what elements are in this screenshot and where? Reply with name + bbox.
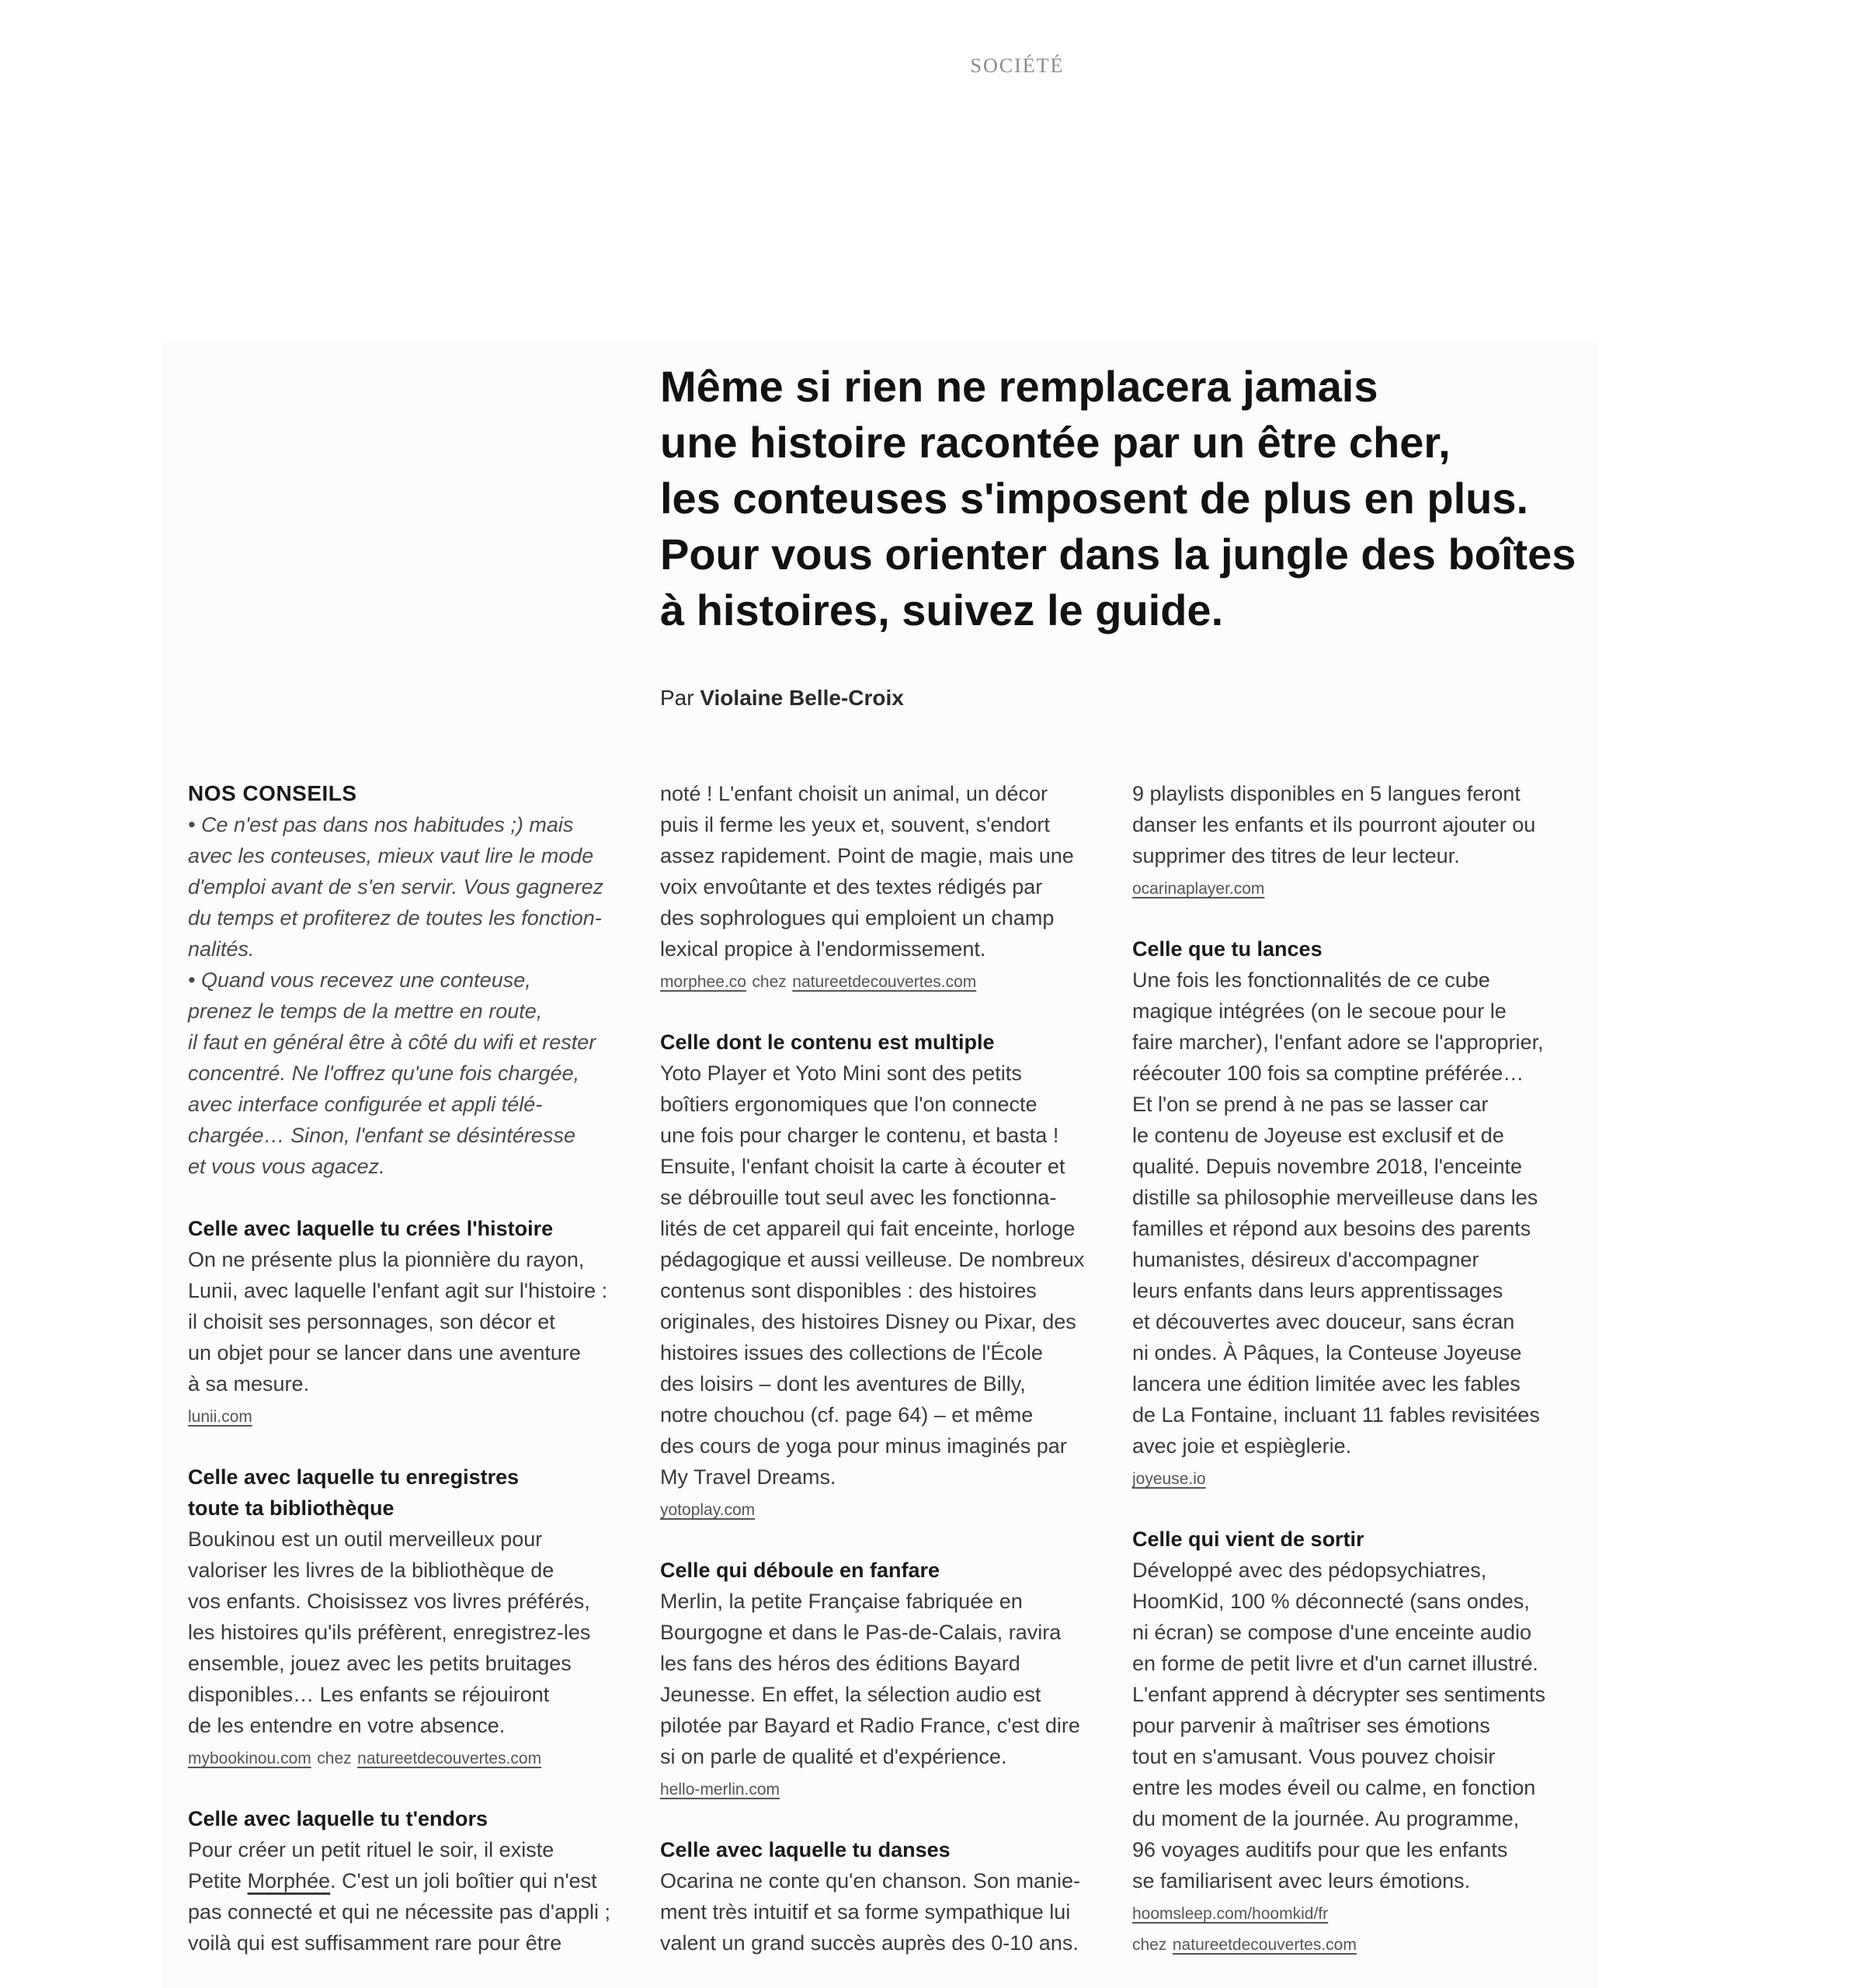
section-heading-lunii: Celle avec laquelle tu crées l'histoire [188, 1217, 554, 1240]
column-1 [188, 778, 623, 1958]
body-line: My Travel Dreams. [660, 1465, 836, 1489]
tips-line: du temps et profiterez de toutes les fonction- [188, 906, 602, 930]
body-line: ni ondes. À Pâques, la Conteuse Joyeuse [1132, 1341, 1522, 1364]
body-line: HoomKid, 100 % déconnecté (sans ondes, [1132, 1590, 1530, 1613]
body-line: Jeunesse. En effet, la sélection audio est [660, 1683, 1041, 1706]
body-line: les histoires qu'ils préfèrent, enregistrez-les [188, 1621, 591, 1644]
body-line: Pour créer un petit rituel le soir, il existe [188, 1838, 554, 1861]
body-line: voix envoûtante et des textes rédigés par [660, 875, 1043, 898]
body-line: 96 voyages auditifs pour que les enfants [1132, 1838, 1508, 1861]
byline-author: Violaine Belle-Croix [700, 686, 904, 710]
chez-label: chez [1132, 1936, 1167, 1954]
headline-line: Même si rien ne remplacera jamais [660, 362, 1378, 411]
body-line: Ocarina ne conte qu'en chanson. Son manie- [660, 1869, 1081, 1892]
section-heading-hoomkid: Celle qui vient de sortir [1132, 1527, 1364, 1551]
tips-line: nalités. [188, 937, 255, 961]
body-line: ment très intuitif et sa forme sympathique lui [660, 1900, 1071, 1924]
body-line: 9 playlists disponibles en 5 langues feront [1132, 782, 1521, 805]
tips-line: il faut en général être à côté du wifi et rester [188, 1030, 596, 1054]
body-line: réécouter 100 fois sa comptine préférée… [1132, 1062, 1524, 1085]
body-line: supprimer des titres de leur lecteur. [1132, 844, 1460, 867]
body-line: qualité. Depuis novembre 2018, l'enceinte [1132, 1155, 1522, 1178]
body-line: de les entendre en votre absence. [188, 1714, 506, 1737]
body-line: danser les enfants et ils pourront ajouter ou [1132, 813, 1536, 836]
tips-line: • Ce n'est pas dans nos habitudes ;) mais [188, 813, 574, 836]
headline-line: une histoire racontée par un être cher, [660, 418, 1451, 467]
body-line: des sophrologues qui emploient un champ [660, 906, 1055, 930]
morphee-mention: Morphée [247, 1869, 331, 1892]
body-line: si on parle de qualité et d'expérience. [660, 1745, 1007, 1768]
tips-line: avec les conteuses, mieux vaut lire le mode [188, 844, 594, 867]
headline-line: à histoires, suivez le guide. [660, 586, 1224, 634]
body-line: Et l'on se prend à ne pas se lasser car [1132, 1093, 1489, 1116]
body-line: pédagogique et aussi veilleuse. De nombreux [660, 1248, 1085, 1271]
body-line: du moment de la journée. Au programme, [1132, 1807, 1520, 1830]
body-line: ni écran) se compose d'une enceinte audio [1132, 1621, 1531, 1644]
body-line: On ne présente plus la pionnière du rayon, [188, 1248, 585, 1271]
tips-list [188, 809, 623, 1182]
body-line: lancera une édition limitée avec les fables [1132, 1372, 1521, 1395]
link-natureetdecouvertes[interactable]: natureetdecouvertes.com [1172, 1936, 1357, 1954]
byline [660, 686, 904, 711]
body-line: puis il ferme les yeux et, souvent, s'endort [660, 813, 1050, 836]
tips-line: d'emploi avant de s'en servir. Vous gagnerez [188, 875, 604, 898]
body-line: histoires issues des collections de l'École [660, 1341, 1043, 1364]
tips-line: concentré. Ne l'offrez qu'une fois chargée, [188, 1062, 580, 1085]
body-line: tout en s'amusant. Vous pouvez choisir [1132, 1745, 1496, 1768]
byline-prefix: Par [660, 686, 694, 710]
body-line [188, 1865, 623, 1896]
body-line: distille sa philosophie merveilleuse dans les [1132, 1186, 1538, 1209]
link-joyeuse[interactable]: joyeuse.io [1132, 1470, 1206, 1488]
section-heading-merlin: Celle qui déboule en fanfare [660, 1559, 940, 1582]
body-line: se familiarisent avec leurs émotions. [1132, 1869, 1471, 1892]
body-line: disponibles… Les enfants se réjouiront [188, 1683, 550, 1706]
body-text: Petite [188, 1869, 248, 1892]
link-hoomsleep[interactable]: hoomsleep.com/hoomkid/fr [1132, 1905, 1329, 1923]
body-line: se débrouille tout seul avec les fonctionna- [660, 1186, 1057, 1209]
tips-heading: NOS CONSEILS [188, 781, 357, 805]
tips-line: et vous vous agacez. [188, 1155, 385, 1178]
body-line: lexical propice à l'endormissement. [660, 937, 986, 961]
body-line: voilà qui est suffisamment rare pour être [188, 1931, 562, 1955]
body-line: pilotée par Bayard et Radio France, c'est dire [660, 1714, 1080, 1737]
body-line: à sa mesure. [188, 1372, 310, 1395]
column-3 [1132, 778, 1567, 1958]
body-line: contenus sont disponibles : des histoires [660, 1279, 1037, 1302]
chez-label: chez [752, 973, 787, 991]
section-heading-morphee: Celle avec laquelle tu t'endors [188, 1807, 488, 1830]
body-line: Lunii, avec laquelle l'enfant agit sur l'histoire : [188, 1279, 608, 1302]
body-line: lités de cet appareil qui fait enceinte, horloge [660, 1217, 1076, 1240]
chez-label: chez [317, 1750, 352, 1767]
body-line: entre les modes éveil ou calme, en fonction [1132, 1776, 1536, 1799]
body-line: familles et répond aux besoins des parents [1132, 1217, 1531, 1240]
body-line: Merlin, la petite Française fabriquée en [660, 1590, 1023, 1613]
body-line: magique intégrées (on le secoue pour le [1132, 999, 1507, 1023]
body-line: Bourgogne et dans le Pas-de-Calais, ravira [660, 1621, 1062, 1644]
body-line: L'enfant apprend à décrypter ses sentiments [1132, 1683, 1545, 1706]
tips-line: prenez le temps de la mettre en route, [188, 999, 543, 1023]
body-line: un objet pour se lancer dans une aventure [188, 1341, 581, 1364]
link-lunii[interactable]: lunii.com [188, 1408, 252, 1426]
body-line: pas connecté et qui ne nécessite pas d'appli ; [188, 1900, 611, 1924]
section-heading-yoto: Celle dont le contenu est multiple [660, 1030, 995, 1054]
link-morphee[interactable]: morphee.co [660, 973, 746, 991]
body-line: originales, des histoires Disney ou Pixar, des [660, 1310, 1076, 1333]
body-line: leurs enfants dans leurs apprentissages [1132, 1279, 1503, 1302]
body-line: Boukinou est un outil merveilleux pour [188, 1527, 543, 1551]
body-line: valent un grand succès auprès des 0-10 ans. [660, 1931, 1079, 1955]
body-line: humanistes, désireux d'accompagner [1132, 1248, 1479, 1271]
body-line: avec joie et espièglerie. [1132, 1434, 1352, 1458]
body-line: ensemble, jouez avec les petits bruitages [188, 1652, 572, 1675]
link-natureetdecouvertes[interactable]: natureetdecouvertes.com [357, 1750, 542, 1767]
body-line: Yoto Player et Yoto Mini sont des petits [660, 1062, 1022, 1085]
body-line: Développé avec des pédopsychiatres, [1132, 1559, 1487, 1582]
body-line: des cours de yoga pour minus imaginés par [660, 1434, 1067, 1458]
link-mybookinou[interactable]: mybookinou.com [188, 1750, 311, 1767]
body-line: valoriser les livres de la bibliothèque de [188, 1559, 554, 1582]
section-heading-bookinou: Celle avec laquelle tu enregistres [188, 1465, 520, 1489]
section-heading-joyeuse: Celle que tu lances [1132, 937, 1323, 961]
section-heading-bookinou-cont: toute ta bibliothèque [188, 1496, 395, 1520]
body-line: le contenu de Joyeuse est exclusif et de [1132, 1124, 1504, 1147]
link-yotoplay[interactable]: yotoplay.com [660, 1501, 756, 1519]
body-line: vos enfants. Choisissez vos livres préférés, [188, 1590, 590, 1613]
body-line: pour parvenir à maîtriser ses émotions [1132, 1714, 1490, 1737]
body-line: il choisit ses personnages, son décor et [188, 1310, 555, 1333]
section-heading-ocarina: Celle avec laquelle tu danses [660, 1838, 951, 1861]
link-hello-merlin[interactable]: hello-merlin.com [660, 1781, 780, 1799]
body-line: des loisirs – dont les aventures de Billy, [660, 1372, 1026, 1395]
headline-line: les conteuses s'imposent de plus en plus. [660, 474, 1529, 523]
body-line: Ensuite, l'enfant choisit la carte à écouter et [660, 1155, 1065, 1178]
tips-line: avec interface configurée et appli télé- [188, 1093, 543, 1116]
body-text: . C'est un joli boîtier qui n'est [330, 1869, 597, 1892]
tips-line: • Quand vous recevez une conteuse, [188, 968, 531, 992]
body-line: noté ! L'enfant choisit un animal, un décor [660, 782, 1048, 805]
body-line: assez rapidement. Point de magie, mais une [660, 844, 1074, 867]
body-line: en forme de petit livre et d'un carnet illustré. [1132, 1652, 1538, 1675]
link-ocarinaplayer[interactable]: ocarinaplayer.com [1132, 880, 1265, 898]
section-label: SOCIÉTÉ [970, 54, 1065, 77]
body-line: faire marcher), l'enfant adore se l'approprier, [1132, 1030, 1544, 1054]
body-line: une fois pour charger le contenu, et basta ! [660, 1124, 1059, 1147]
tips-line: chargée… Sinon, l'enfant se désintéresse [188, 1124, 575, 1147]
body-line: de La Fontaine, incluant 11 fables revisitées [1132, 1403, 1540, 1427]
body-line: boîtiers ergonomiques que l'on connecte [660, 1093, 1038, 1116]
link-natureetdecouvertes[interactable]: natureetdecouvertes.com [792, 973, 977, 991]
body-line: notre chouchou (cf. page 64) – et même [660, 1403, 1034, 1427]
headline-line: Pour vous orienter dans la jungle des boîtes [660, 530, 1576, 579]
body-line: Une fois les fonctionnalités de ce cube [1132, 968, 1490, 992]
column-2 [660, 778, 1095, 1958]
body-line: et découvertes avec douceur, sans écran [1132, 1310, 1515, 1333]
headline [660, 359, 1592, 638]
body-line: les fans des héros des éditions Bayard [660, 1652, 1020, 1675]
